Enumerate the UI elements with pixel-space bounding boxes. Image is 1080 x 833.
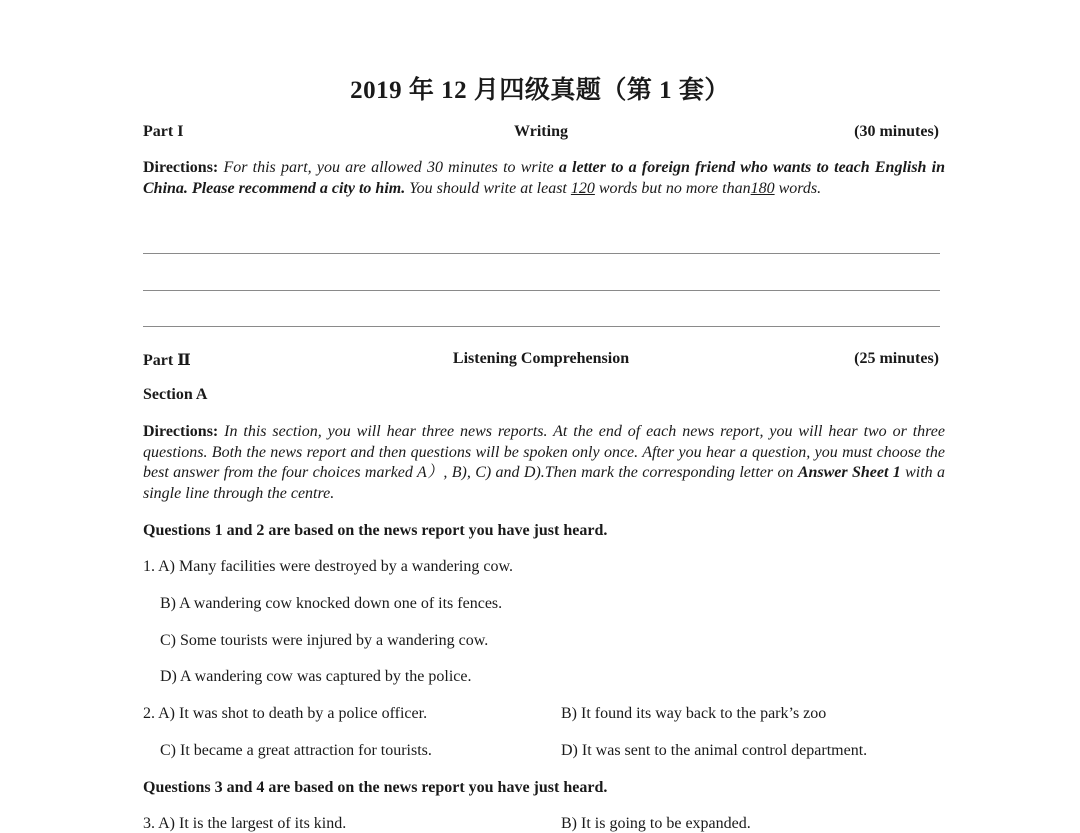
q3-option-b: B) It is going to be expanded.	[561, 815, 751, 832]
part1-directions	[143, 158, 945, 199]
part1-directions-text-4: words.	[778, 179, 822, 197]
part1-label: Part I	[143, 123, 184, 140]
section-title: Section A	[143, 386, 208, 403]
part2-name: Listening Comprehension	[452, 350, 630, 367]
part2-directions	[143, 422, 945, 504]
part2-directions-label: Directions:	[143, 423, 219, 440]
q1-option-d: D) A wandering cow was captured by the police.	[160, 668, 472, 685]
min-words: 120	[570, 179, 595, 197]
q3-option-a: 3. A) It is the largest of its kind.	[143, 815, 347, 832]
q1-option-b: B) A wandering cow knocked down one of its fences.	[160, 595, 503, 612]
writing-line	[143, 253, 940, 254]
q2-option-c: C) It became a great attraction for tourists.	[160, 742, 432, 759]
part2-directions-text-1: In this section, you will hear three news reports. At the end of each news report, you will hear two or three questions. Both the news report and then questions will be spoken only once. After you hear a question, you must choose the best answer from the four choices marked A）, B), C) and D).Then mark the corresponding letter on	[143, 423, 945, 481]
part1-directions-text-1: For this part, you are allowed 30 minutes to write	[223, 159, 554, 176]
part1-directions-text-3: words but no more than	[598, 179, 751, 197]
writing-line	[143, 326, 940, 327]
q1-option-a: 1. A) Many facilities were destroyed by a wandering cow.	[143, 558, 513, 575]
max-words: 180	[750, 179, 775, 197]
q1-option-c: C) Some tourists were injured by a wandering cow.	[160, 632, 489, 649]
part2-directions-text-2: with a single line through the centre.	[143, 464, 946, 502]
q2-option-b: B) It found its way back to the park’s zoo	[561, 705, 827, 722]
part1-directions-label: Directions:	[143, 159, 219, 176]
writing-line	[143, 290, 940, 291]
answer-sheet-ref: Answer Sheet 1	[797, 464, 901, 481]
question-group-header: Questions 3 and 4 are based on the news report you have just heard.	[143, 779, 608, 796]
page-title: 2019 年 12 月四级真题（第 1 套）	[350, 77, 730, 104]
part1-name: Writing	[514, 123, 568, 140]
part2-label: Part Ⅱ	[143, 352, 191, 369]
q2-option-d: D) It was sent to the animal control department.	[561, 742, 868, 759]
part1-directions-task: a letter to a foreign friend who wants to teach English in China. Please recommend a city to him.	[143, 159, 946, 197]
part1-directions-text-2: You should write at least	[409, 179, 567, 197]
question-group-header: Questions 1 and 2 are based on the news report you have just heard.	[143, 522, 608, 539]
part2-time: (25 minutes)	[854, 350, 939, 367]
part1-time: (30 minutes)	[854, 123, 939, 140]
q2-option-a: 2. A) It was shot to death by a police officer.	[143, 705, 428, 722]
